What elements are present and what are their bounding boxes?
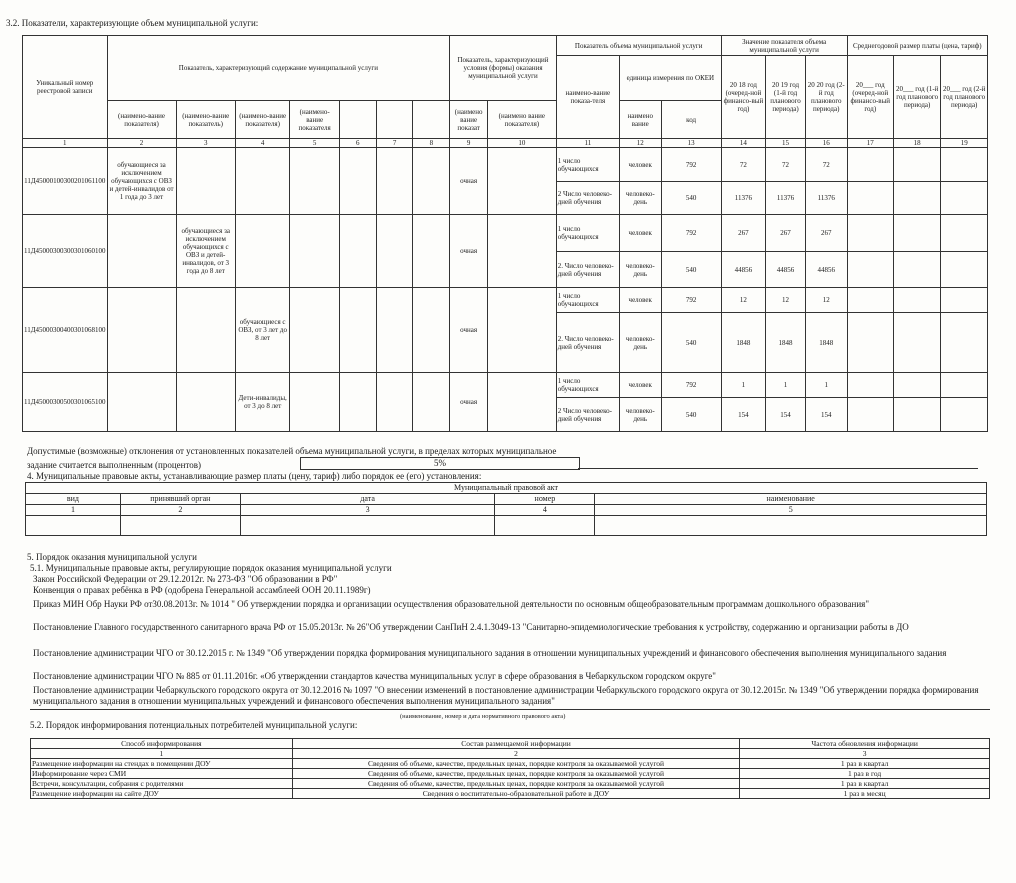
- table-row: Размещение информации на стендах в помещении ДОУ Сведения об объеме, качестве, предельных ценах, порядке контроля за оказываемой услугой 1 раз в квартал: [31, 759, 990, 769]
- table-row: 2 Число человеко-дней обучения человеко-день 540 154 154 154: [23, 398, 988, 432]
- section-4-title: 4. Муниципальные правовые акты, устанавливающие размер платы (цену, тариф) либо порядок ее (его) установления:: [27, 471, 482, 481]
- section-5-title: 5. Порядок оказания муниципальной услуги: [27, 552, 197, 562]
- legal-act-item: Постановление Главного государственного санитарного врача РФ от 15.05.2013г. № 26"Об утверждении СанПиН 2.4.1.3049-13 "Санитарно-эпидемиологические требования к устройству, содержанию и организации работы в ДО: [33, 622, 909, 632]
- deviation-text-1: Допустимые (возможные) отклонения от установленных показателей объема муниципальной услуги, в пределах которых муниципальное: [27, 446, 557, 456]
- header-unit-code: код: [661, 101, 721, 139]
- header-fee-2: 20___ год (1-й год планового периода): [893, 56, 940, 139]
- header-fee-1: 20___ год (очеред-ной финансо-вый год): [847, 56, 893, 139]
- column-numbers-row: 1 2 3 4 5 6 7 8 9 10 11 12 13 14 15 16 17 18 19: [23, 139, 988, 148]
- header-condition: Показатель, характеризующий условия (формы) оказания муниципальной услуги: [450, 36, 556, 101]
- legal-act-item: Постановление администрации ЧГО № 885 от 01.11.2016г. «Об утверждении стандартов качества муниципальных услуг в сфере образования в Чебаркульском городском округе": [33, 671, 716, 681]
- sub-content-2: (наимено-вание показатель): [176, 101, 235, 139]
- acts-underline: [30, 709, 990, 710]
- sub-content-4: (наимено-вание показателя: [290, 101, 339, 139]
- deviation-underline: [578, 468, 978, 469]
- table-row: Информирование через СМИ Сведения об объеме, качестве, предельных ценах, порядке контроля за оказываемой услугой 1 раз в год: [31, 769, 990, 779]
- header-year-1: 20 18 год (очеред-ной финансо-вый год): [721, 56, 765, 139]
- legal-act-item: Постановление администрации Чебаркульского городского округа от 30.12.2016 № 1097 "О внесении изменений в постановление администрации Чебаркульского городского округа от 30.12.2015г. № 1349 "Об утверждении порядка формирования муниципального задания в отношении муниципальных учреждений и финансового обеспечения выполнения муниципального задания": [33, 685, 979, 706]
- informing-table: Способ информирования Состав размещаемой информации Частота обновления информации 1 2 3 Размещение информации на стендах в помещении ДОУ Сведения об объеме, качестве, предельных ценах, порядке контроля за оказываемой услугой 1 раз в квартал Информирование через СМИ Сведения об объеме, качестве, предельных ценах, порядке контроля за оказываемой услугой 1 раз в год Встречи, консультации, собрания с родителями Сведения об объеме, качестве, предельных ценах, порядке контроля за оказываемой услугой 1 раз в квартал Размещение информации на сайте ДОУ Сведения о воспитательно-образовательной работе в ДОУ 1 раз в месяц: [30, 738, 990, 799]
- legal-act-item: Закон Российской Федерации от 29.12.2012г. № 273-ФЗ "Об образовании в РФ": [33, 574, 338, 584]
- header-year-2: 20 19 год (1-й год планового периода): [766, 56, 806, 139]
- table-row: Размещение информации на сайте ДОУ Сведения о воспитательно-образовательной работе в ДОУ 1 раз в месяц: [31, 789, 990, 799]
- section-3-2-title: 3.2. Показатели, характеризующие объем муниципальной услуги:: [6, 18, 259, 28]
- legal-act-item: Приказ МИН Обр Науки РФ от30.08.2013г. № 1014 " Об утверждении порядка и организации осуществления образовательной деятельности по основным общеобразовательным программам дошкольного образования": [33, 599, 869, 609]
- section-5-1-title: 5.1. Муниципальные правовые акты, регулирующие порядок оказания муниципальной услуги: [30, 563, 392, 573]
- table-row: 2 Число человеко-дней обучения человеко-день 540 11376 11376 11376: [23, 182, 988, 215]
- header-unit: единица измерения по ОКЕИ: [619, 56, 721, 101]
- table-row: 2. Число человеко-дней обучения человеко-день 540 44856 44856 44856: [23, 252, 988, 288]
- legal-act-table: Муниципальный правовой акт вид принявший орган дата номер наименование 1 2 3 4 5: [25, 482, 987, 536]
- sub-content-1: (наимено-вание показателя): [107, 101, 176, 139]
- header-fee-3: 20___ год (2-й год планового периода): [941, 56, 988, 139]
- header-naim-pok: наимено-вание показа-теля: [556, 56, 619, 139]
- sub-cond-1: (наимено вание показат: [450, 101, 488, 139]
- header-unique: Уникальный номер реестровой записи: [23, 36, 108, 139]
- section-5-2-title: 5.2. Порядок информирования потенциальных потребителей муниципальной услуги:: [30, 720, 358, 730]
- deviation-value: 5%: [300, 457, 580, 470]
- table-row: 11Д45000100300201061100 обучающиеся за исключением обучающихся с ОВЗ и детей-инвалидов от 1 года до 3 лет очная 1 число обучающихся человек 792 72 72 72: [23, 148, 988, 182]
- table-row: 2. Число человеко-дней обучения человеко-день 540 1848 1848 1848: [23, 313, 988, 373]
- legal-act-item: Конвенция о правах ребёнка в РФ (одобрена Генеральной ассамблеей ООН 20.11.1989г): [33, 585, 371, 595]
- header-unit-name: наимено вание: [619, 101, 661, 139]
- deviation-text-2: задание считается выполненным (процентов): [27, 460, 202, 470]
- header-content: Показатель, характеризующий содержание муниципальной услуги: [107, 36, 450, 101]
- sub-cond-2: (наимено вание показателя): [487, 101, 556, 139]
- table-row: 11Д45000300400301068100 обучающиеся с ОВЗ, от 3 лет до 8 лет очная 1 число обучающихся человек 792 12 12 12: [23, 288, 988, 313]
- header-volume: Показатель объема муниципальной услуги: [556, 36, 721, 56]
- volume-indicators-table: [22, 35, 988, 432]
- header-year-3: 20 20 год (2-й год планового периода): [805, 56, 847, 139]
- table-row: Встречи, консультации, собрания с родителями Сведения об объеме, качестве, предельных ценах, порядке контроля за оказываемой услугой 1 раз в квартал: [31, 779, 990, 789]
- acts-caption: (наименование, номер и дата нормативного правового акта): [400, 713, 566, 720]
- header-fee: Среднегодовой размер платы (цена, тариф): [847, 36, 987, 56]
- sub-content-3: (наимено-вание показателя): [235, 101, 290, 139]
- table-row: 11Д45000300300301060100 обучающиеся за исключением обучающихся с ОВЗ и детей-инвалидов, от 3 года до 8 лет очная 1 число обучающихся человек 792 267 267 267: [23, 215, 988, 252]
- legal-act-item: Постановление администрации ЧГО от 30.12.2015 г. № 1349 "Об утверждении порядка формирования муниципального задания в отношении муниципальных учреждений и финансового обеспечения выполнения муниципального задания: [33, 648, 947, 658]
- header-value: Значение показателя объема муниципальной услуги: [721, 36, 847, 56]
- act-header: Муниципальный правовой акт: [26, 483, 987, 494]
- table-row: 11Д45000300500301065100 Дети-инвалиды, от 3 до 8 лет очная 1 число обучающихся человек 792 1 1 1: [23, 373, 988, 398]
